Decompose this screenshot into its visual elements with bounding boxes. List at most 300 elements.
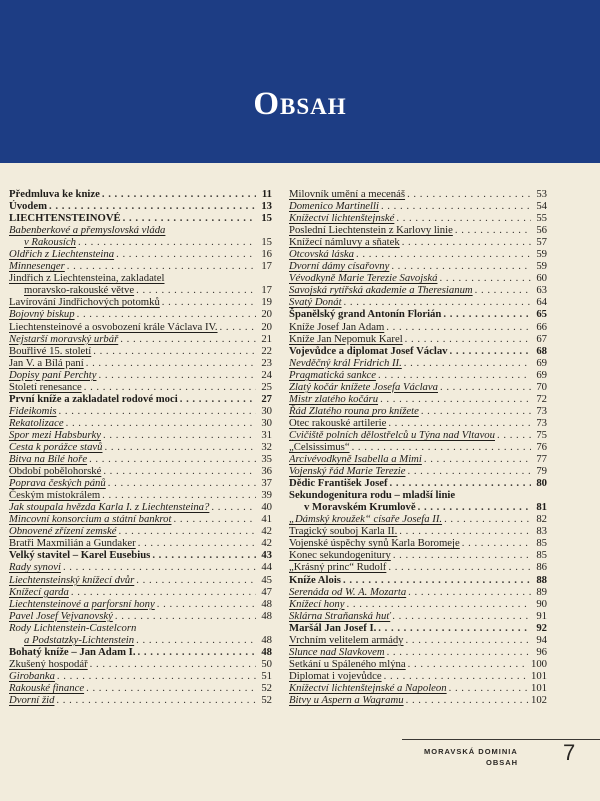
toc-entry-page: 85 — [536, 549, 547, 562]
toc-leader-dots — [352, 441, 531, 453]
toc-leader-dots — [402, 236, 531, 248]
toc-entry — [9, 236, 272, 248]
toc-entry — [9, 634, 272, 646]
toc-entry-page: 69 — [536, 356, 547, 369]
toc-entry-title: v Moravském Krumlově — [304, 501, 416, 514]
toc-entry-title: Girobanka — [9, 669, 55, 682]
toc-leader-dots — [381, 200, 531, 212]
toc-entry-page: 20 — [261, 308, 272, 321]
toc-entry-title: Minnesenger — [9, 260, 65, 273]
toc-entry-page: 63 — [536, 284, 547, 297]
toc-leader-dots — [388, 417, 531, 429]
toc-entry-title: Domenico Martinelli — [289, 200, 379, 213]
toc-entry-page: 73 — [536, 404, 547, 417]
toc-entry-page: 16 — [261, 248, 272, 261]
toc-leader-dots — [120, 333, 256, 345]
toc-entry-page: 32 — [261, 440, 272, 453]
toc-entry — [289, 296, 547, 308]
toc-entry — [9, 489, 272, 501]
toc-leader-dots — [396, 212, 531, 224]
toc-entry-title: „Dámský kroužek“ císaře Josefa II. — [289, 513, 443, 526]
toc-entry — [9, 248, 272, 260]
toc-entry — [289, 369, 547, 381]
toc-entry-title: Úvodem — [9, 200, 47, 213]
toc-entry-page: 66 — [536, 320, 547, 333]
toc-entry — [289, 393, 547, 405]
toc-entry-page: 25 — [261, 380, 272, 393]
toc-entry — [9, 369, 272, 381]
footer-book-title: MORAVSKÁ DOMINIA — [424, 747, 518, 756]
toc-leader-dots — [407, 465, 531, 477]
toc-entry-title: Poprava českých pánů — [9, 477, 106, 490]
toc-leader-dots — [390, 477, 531, 489]
toc-leader-dots — [497, 429, 531, 441]
toc-entry — [9, 272, 272, 284]
toc-leader-dots — [449, 682, 529, 694]
toc-entry-title: Arcivévodkyně Isabella a Mimi — [289, 453, 422, 466]
toc-entry-title: Rekatolizace — [9, 416, 64, 429]
toc-entry — [289, 586, 547, 598]
toc-entry-title: Dvorní dámy císařovny — [289, 260, 390, 273]
page-number: 7 — [563, 740, 576, 765]
toc-entry — [9, 296, 272, 308]
toc-entry — [9, 598, 272, 610]
toc-entry-page: 79 — [536, 465, 547, 478]
toc-leader-dots — [86, 357, 256, 369]
toc-entry-title: Knížectví lichtenštejnské a Napoleon — [289, 681, 447, 694]
toc-entry-title: Století renesance — [9, 380, 82, 393]
toc-leader-dots — [138, 537, 256, 549]
toc-entry-title: LIECHTENSTEINOVÉ — [9, 212, 121, 225]
toc-entry — [289, 321, 547, 333]
toc-entry-title: Maršál Jan Josef I. — [289, 621, 377, 634]
toc-leader-dots — [220, 321, 256, 333]
toc-entry — [289, 598, 547, 610]
toc-entry-title: Vojenský řád Marie Terezie — [289, 465, 406, 478]
toc-leader-dots — [356, 248, 531, 260]
toc-entry-title: Českým místokrálem — [9, 489, 101, 502]
toc-entry — [289, 622, 547, 634]
toc-entry — [289, 441, 547, 453]
toc-leader-dots — [115, 610, 256, 622]
toc-entry-page: 42 — [261, 537, 272, 550]
toc-entry-page: 72 — [536, 392, 547, 405]
toc-entry-title: „Krásný princ“ Rudolf — [289, 561, 387, 574]
toc-leader-dots — [392, 610, 531, 622]
toc-entry-title: Nevděčný král Fridrich II. — [289, 356, 402, 369]
toc-entry — [9, 345, 272, 357]
toc-entry-page: 48 — [261, 645, 272, 658]
toc-leader-dots — [399, 525, 531, 537]
toc-entry — [289, 248, 547, 260]
toc-entry-page: 69 — [536, 368, 547, 381]
toc-entry-page: 80 — [536, 477, 547, 490]
toc-entry-title: Kníže Jan Nepomuk Karel — [289, 332, 403, 345]
toc-entry-title: Kníže Alois — [289, 573, 341, 586]
toc-entry-page: 77 — [536, 453, 547, 466]
toc-entry-title: Pavel Josef Vejvanovský — [9, 609, 113, 622]
toc-entry-title: Dědic František Josef — [289, 477, 388, 490]
toc-left-column — [9, 188, 272, 706]
toc-entry-page: 57 — [536, 236, 547, 249]
toc-entry-title: Obnovené zřízení zemské — [9, 525, 117, 538]
toc-entry-title: Mistr zlatého kočáru — [289, 392, 379, 405]
toc-entry-page: 31 — [261, 428, 272, 441]
toc-entry — [289, 333, 547, 345]
toc-leader-dots — [71, 586, 256, 598]
toc-entry — [289, 501, 547, 513]
toc-leader-dots — [103, 429, 256, 441]
toc-leader-dots — [90, 658, 256, 670]
toc-entry-page: 17 — [261, 260, 272, 273]
toc-entry-page: 42 — [261, 525, 272, 538]
toc-entry-page: 30 — [261, 404, 272, 417]
toc-entry-title: Spor mezi Habsburky — [9, 428, 102, 441]
toc-entry-page: 100 — [530, 657, 547, 670]
toc-leader-dots — [407, 188, 531, 200]
toc-leader-dots — [103, 465, 256, 477]
toc-entry-title: Dopisy paní Perchty — [9, 368, 97, 381]
toc-entry-title: Mincovní konsorcium a státní bankrot — [9, 513, 172, 526]
toc-leader-dots — [462, 537, 531, 549]
toc-entry — [9, 200, 272, 212]
toc-entry-title: Knížecí námluvy a sňatek — [289, 236, 400, 249]
toc-entry — [9, 610, 272, 622]
toc-entry — [9, 333, 272, 345]
toc-entry-page: 54 — [536, 200, 547, 213]
toc-entry — [289, 260, 547, 272]
toc-entry — [9, 513, 272, 525]
toc-leader-dots — [136, 284, 256, 296]
toc-entry — [9, 465, 272, 477]
toc-leader-dots — [49, 200, 256, 212]
toc-entry — [9, 321, 272, 333]
toc-leader-dots — [386, 321, 531, 333]
toc-leader-dots — [102, 188, 256, 200]
toc-leader-dots — [440, 381, 531, 393]
toc-entry-title: Dvorní žid — [9, 693, 55, 706]
toc-leader-dots — [136, 574, 256, 586]
toc-entry-title: Velký stavitel – Karel Eusebius — [9, 549, 151, 562]
toc-entry — [9, 441, 272, 453]
toc-entry — [289, 465, 547, 477]
toc-entry — [289, 236, 547, 248]
toc-entry-title: Sekundogenitura rodu – mladší linie — [289, 489, 456, 502]
toc-entry — [289, 646, 547, 658]
toc-entry — [9, 381, 272, 393]
toc-entry-page: 92 — [536, 621, 547, 634]
toc-entry-title: Otcovská láska — [289, 248, 354, 261]
toc-entry — [9, 561, 272, 573]
toc-leader-dots — [450, 345, 531, 357]
toc-entry-title: Předmluva ke knize — [9, 188, 100, 200]
toc-entry-page: 13 — [261, 200, 272, 213]
toc-entry-title: Bitva na Bílé hoře — [9, 453, 88, 466]
toc-entry-page: 91 — [536, 609, 547, 622]
toc-leader-dots — [408, 658, 529, 670]
toc-entry-page: 35 — [261, 453, 272, 466]
toc-leader-dots — [105, 441, 257, 453]
toc-entry — [289, 489, 547, 501]
toc-leader-dots — [391, 260, 531, 272]
toc-leader-dots — [89, 453, 256, 465]
toc-entry-page: 45 — [261, 573, 272, 586]
toc-leader-dots — [211, 501, 256, 513]
toc-entry-title: Fideikomis — [9, 404, 57, 417]
toc-entry-page: 83 — [536, 525, 547, 538]
toc-leader-dots — [118, 525, 256, 537]
toc-entry-page: 64 — [536, 296, 547, 309]
toc-entry-page: 94 — [536, 633, 547, 646]
toc-leader-dots — [63, 561, 256, 573]
toc-entry — [289, 429, 547, 441]
toc-entry-title: Liechtensteinský knížecí dvůr — [9, 573, 135, 586]
toc-entry-page: 51 — [261, 669, 272, 682]
toc-entry — [9, 586, 272, 598]
toc-entry-page: 65 — [536, 308, 547, 321]
toc-right-column — [289, 188, 547, 706]
toc-leader-dots — [77, 308, 256, 320]
toc-leader-dots — [86, 682, 256, 694]
toc-entry — [9, 622, 272, 634]
toc-leader-dots — [424, 453, 531, 465]
toc-entry — [9, 308, 272, 320]
toc-entry-page: 11 — [261, 188, 272, 200]
toc-entry — [289, 574, 547, 586]
toc-leader-dots — [393, 549, 531, 561]
toc-leader-dots — [378, 622, 531, 634]
toc-leader-dots — [388, 561, 531, 573]
toc-leader-dots — [102, 489, 256, 501]
toc-leader-dots — [421, 405, 531, 417]
toc-entry — [9, 477, 272, 489]
toc-leader-dots — [67, 260, 256, 272]
toc-entry-page: 48 — [261, 609, 272, 622]
toc-entry — [9, 537, 272, 549]
toc-leader-dots — [66, 417, 256, 429]
toc-leader-dots — [443, 308, 531, 320]
toc-entry — [9, 574, 272, 586]
toc-entry-title: „Celsissimus“ — [289, 440, 350, 453]
toc-entry — [289, 272, 547, 284]
toc-entry-title: Lavírování Jindřichových potomků — [9, 296, 160, 309]
toc-entry — [9, 357, 272, 369]
toc-entry-title: Liechtensteinové a osvobození krále Václava IV. — [9, 320, 218, 333]
toc-entry-title: Rady synovi — [9, 561, 61, 574]
toc-entry-page: 36 — [261, 465, 272, 478]
toc-entry-title: Otec rakouské artilerie — [289, 416, 387, 429]
toc-leader-dots — [440, 272, 532, 284]
toc-leader-dots — [152, 549, 256, 561]
toc-entry — [289, 417, 547, 429]
toc-entry — [9, 501, 272, 513]
toc-entry-page: 37 — [261, 477, 272, 490]
toc-entry — [289, 308, 547, 320]
toc-entry-page: 53 — [536, 188, 547, 200]
toc-entry — [289, 670, 547, 682]
toc-leader-dots — [455, 224, 531, 236]
toc-entry — [289, 200, 547, 212]
toc-entry-title: Knížecí garda — [9, 585, 69, 598]
toc-entry — [9, 405, 272, 417]
toc-entry — [9, 188, 272, 200]
toc-entry — [289, 561, 547, 573]
toc-entry-page: 81 — [536, 501, 547, 514]
toc-entry-page: 21 — [261, 332, 272, 345]
toc-leader-dots — [404, 357, 531, 369]
toc-entry-title: Bojovný biskup — [9, 308, 75, 321]
toc-leader-dots — [56, 694, 256, 706]
toc-entry-page: 59 — [536, 260, 547, 273]
toc-entry — [289, 188, 547, 200]
toc-entry-page: 27 — [261, 392, 272, 405]
toc-leader-dots — [406, 694, 529, 706]
toc-entry-title: Vojevůdce a diplomat Josef Václav — [289, 344, 448, 357]
toc-leader-dots — [378, 369, 531, 381]
toc-entry-title: Vojenské úspěchy synů Karla Boromeje — [289, 537, 460, 550]
toc-entry — [9, 525, 272, 537]
toc-entry — [289, 549, 547, 561]
toc-entry-title: Vévodkyně Marie Terezie Savojská — [289, 272, 438, 285]
toc-entry-title: Nejstarší moravský urbář — [9, 332, 119, 345]
toc-leader-dots — [108, 477, 256, 489]
toc-leader-dots — [123, 212, 256, 224]
toc-entry-page: 59 — [536, 248, 547, 261]
toc-entry-title: Rody Lichtenstein-Castelcorn — [9, 621, 137, 634]
toc-entry — [289, 357, 547, 369]
toc-entry-page: 102 — [530, 693, 547, 706]
toc-leader-dots — [387, 646, 531, 658]
toc-entry-title: Knížecí hony — [289, 597, 345, 610]
toc-entry-title: Zkušený hospodář — [9, 657, 88, 670]
toc-entry-title: Řád Zlatého rouna pro knížete — [289, 404, 419, 417]
toc-entry-page: 67 — [536, 332, 547, 345]
toc-leader-dots — [98, 369, 256, 381]
toc-leader-dots — [78, 236, 256, 248]
toc-entry-title: Slunce nad Slavkovem — [289, 645, 385, 658]
toc-leader-dots — [343, 574, 531, 586]
toc-entry-title: Španělský grand Antonín Florián — [289, 308, 442, 321]
toc-entry-title: Poslední Liechtenstein z Karlovy linie — [289, 224, 453, 237]
toc-entry-page: 50 — [261, 657, 272, 670]
toc-entry-title: Konec sekundogenitury — [289, 549, 391, 562]
toc-leader-dots — [405, 333, 531, 345]
toc-entry-page: 17 — [261, 284, 272, 297]
toc-entry-title: Rakouské finance — [9, 681, 85, 694]
toc-entry-title: Setkání u Spáleného mlýna — [289, 657, 406, 670]
toc-entry-page: 73 — [536, 416, 547, 429]
toc-entry-page: 19 — [261, 296, 272, 309]
toc-entry-page: 43 — [261, 549, 272, 562]
toc-entry-page: 52 — [261, 681, 272, 694]
toc-entry-page: 85 — [536, 537, 547, 550]
toc-leader-dots — [136, 634, 256, 646]
toc-entry-page: 82 — [536, 513, 547, 526]
toc-leader-dots — [93, 345, 256, 357]
toc-entry — [9, 393, 272, 405]
toc-entry — [289, 381, 547, 393]
toc-entry-title: Savojská rytířská akademie a Theresianum — [289, 284, 473, 297]
toc-entry-page: 40 — [261, 501, 272, 514]
toc-entry-page: 88 — [536, 573, 547, 586]
toc-entry-page: 48 — [261, 633, 272, 646]
toc-leader-dots — [475, 284, 531, 296]
toc-entry-title: Jak stoupala hvězda Karla I. z Liechtensteina? — [9, 501, 210, 514]
toc-entry-title: Svatý Donát — [289, 296, 342, 309]
toc-entry-page: 15 — [261, 212, 272, 225]
toc-entry-page: 86 — [536, 561, 547, 574]
toc-entry-title: Jan V. a Bílá paní — [9, 356, 84, 369]
toc-entry-title: Cesta k porážce stavů — [9, 440, 103, 453]
footer-section: OBSAH — [486, 758, 519, 767]
toc-entry — [9, 670, 272, 682]
toc-entry — [289, 477, 547, 489]
toc-entry-page: 89 — [536, 585, 547, 598]
toc-entry-page: 41 — [261, 513, 272, 526]
toc-leader-dots — [406, 634, 531, 646]
toc-entry — [289, 525, 547, 537]
toc-entry-title: Knížectví lichtenštejnské — [289, 212, 395, 225]
toc-entry-title: Serenáda od W. A. Mozarta — [289, 585, 407, 598]
toc-entry-title: Bratři Maxmilián a Gundaker — [9, 537, 136, 550]
toc-entry-page: 23 — [261, 356, 272, 369]
toc-leader-dots — [116, 248, 256, 260]
toc-entry-page: 22 — [261, 344, 272, 357]
toc-entry-page: 39 — [261, 489, 272, 502]
toc-entry-page: 60 — [536, 272, 547, 285]
toc-entry-title: Cvičiště polních dělostřelců u Týna nad Vltavou — [289, 428, 495, 441]
toc-entry-title: Vrchním velitelem armády — [289, 633, 404, 646]
toc-entry-page: 44 — [261, 561, 272, 574]
page-title: Obsah — [253, 86, 347, 122]
toc-leader-dots — [444, 513, 531, 525]
toc-entry — [289, 658, 547, 670]
toc-leader-dots — [344, 296, 531, 308]
toc-entry-page: 90 — [536, 597, 547, 610]
toc-entry-title: První kníže a zakladatel rodové moci — [9, 392, 178, 405]
toc-entry-page: 52 — [261, 693, 272, 706]
toc-entry-page: 24 — [261, 368, 272, 381]
toc-leader-dots — [408, 586, 531, 598]
toc-leader-dots — [418, 501, 531, 513]
toc-entry — [9, 212, 272, 224]
toc-entry — [9, 284, 272, 296]
toc-leader-dots — [380, 393, 531, 405]
toc-entry — [9, 429, 272, 441]
toc-entry — [289, 345, 547, 357]
toc-entry — [289, 212, 547, 224]
toc-entry-title: Bouřlivé 15. století — [9, 344, 92, 357]
toc-leader-dots — [84, 381, 256, 393]
toc-entry-page: 76 — [536, 440, 547, 453]
toc-entry — [9, 682, 272, 694]
toc-entry — [289, 224, 547, 236]
toc-entry — [289, 610, 547, 622]
toc-leader-dots — [57, 670, 256, 682]
toc-leader-dots — [138, 646, 257, 658]
toc-entry — [9, 260, 272, 272]
toc-entry-title: a Podstatzky-Lichtenstein — [24, 633, 135, 646]
toc-entry-title: Kníže Josef Jan Adam — [289, 320, 385, 333]
toc-entry-page: 55 — [536, 212, 547, 225]
toc-entry-title: Bohatý kníže – Jan Adam I. — [9, 645, 136, 658]
toc-entry-title: Sklárna Straňanská huť — [289, 609, 391, 622]
toc-entry — [9, 224, 272, 236]
toc-leader-dots — [173, 513, 256, 525]
toc-entry-title: moravsko-rakouské větve — [24, 284, 135, 297]
toc-entry — [289, 513, 547, 525]
toc-entry-title: Tragický souboj Karla II. — [289, 525, 398, 538]
